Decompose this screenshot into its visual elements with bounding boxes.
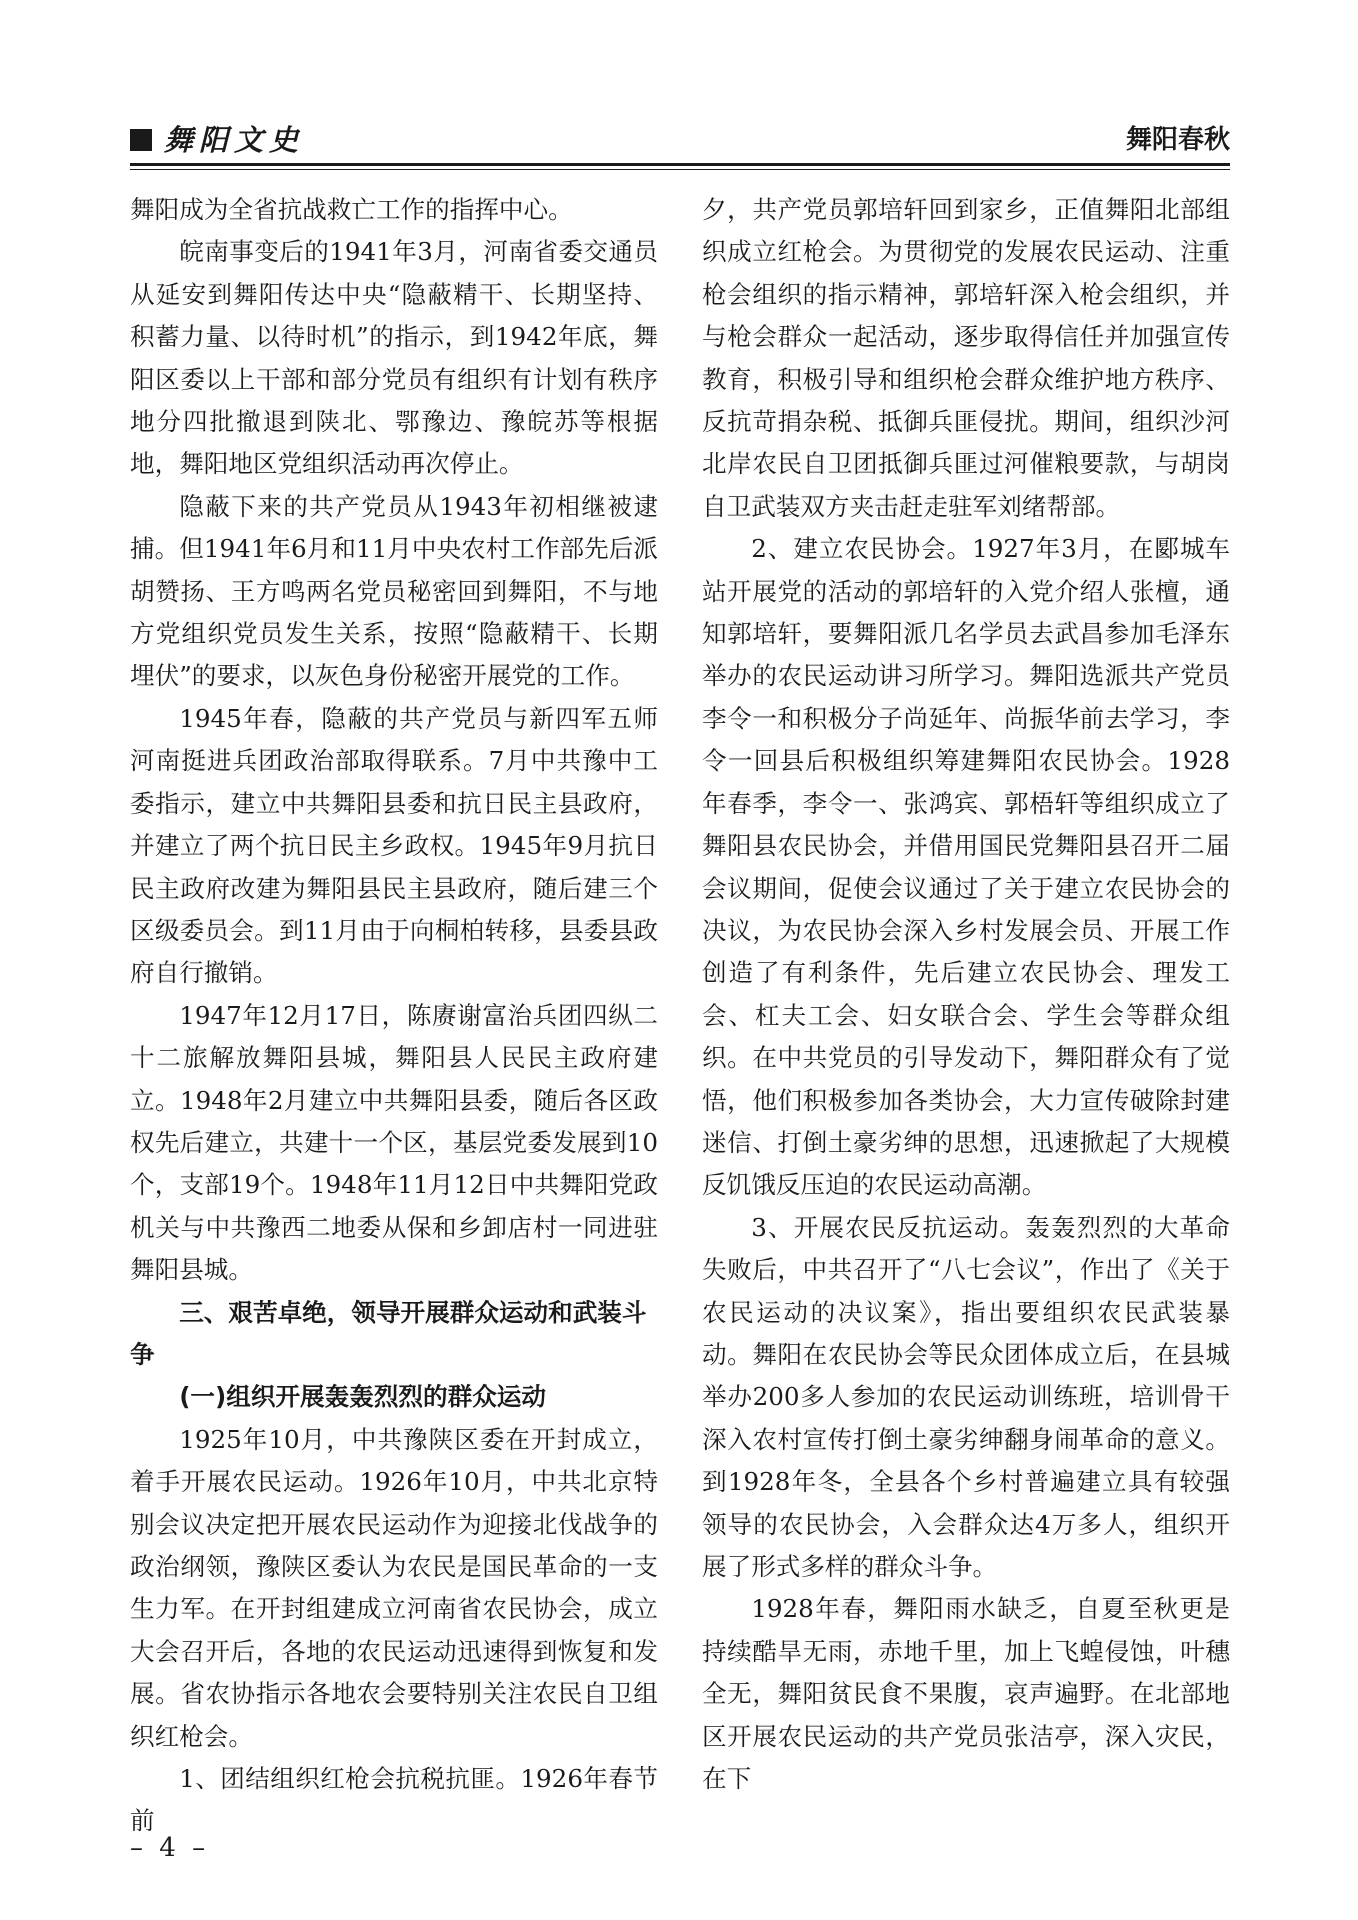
paragraph: 夕，共产党员郭培轩回到家乡，正值舞阳北部组织成立红枪会。为贯彻党的发展农民运动、注重枪会组织的指示精神，郭培轩深入枪会组织，并与枪会群众一起活动，逐步取得信任并加强宣传教育，积极引导和组织枪会群众维护地方秩序、反抗苛捐杂税、抵御兵匪侵扰。期间，组织沙河北岸农民自卫团抵御兵匪过河催粮要款，与胡岗自卫武装双方夹击赶走驻军刘绪帮部。 [702,195,1230,521]
running-header [130,124,1230,158]
section-heading: 三、艰苦卓绝，领导开展群众运动和武装斗争 [130,1297,647,1369]
page-number: – 4 – [130,1833,210,1863]
right-column [702,189,1230,1800]
left-column [130,189,658,1843]
paragraph: 皖南事变后的1941年3月，河南省委交通员从延安到舞阳传达中央“隐蔽精干、长期坚持、积蓄力量、以待时机”的指示，到1942年底，舞阳区委以上干部和部分党员有组织有计划有秩序地分四批撤退到陕北、鄂豫边、豫皖苏等根据地，舞阳地区党组织活动再次停止。 [130,237,658,479]
subsection-heading: (一)组织开展轰轰烈烈的群众运动 [179,1382,546,1412]
paragraph: 舞阳成为全省抗战救亡工作的指挥中心。 [130,195,573,224]
paragraph: 1925年10月，中共豫陕区委在开封成立，着手开展农民运动。1926年10月，中共北京特别会议决定把开展农民运动作为迎接北伐战争的政治纲领，豫陕区委认为农民是国民革命的一支生力军。在开封组建成立河南省农民协会，成立大会召开后，各地的农民运动迅速得到恢复和发展。省农协指示各地农会要特别关注农民自卫组织红枪会。 [130,1424,658,1751]
paragraph: 1947年12月17日，陈赓谢富治兵团四纵二十二旅解放舞阳县城，舞阳县人民民主政府建立。1948年2月建立中共舞阳县委，随后各区政权先后建立，共建十一个区，基层党委发展到10个，支部19个。1948年11月12日中共舞阳党政机关与中共豫西二地委从保和乡卸店村一同进驻舞阳县城。 [130,1000,658,1285]
header-square-mark [130,129,152,151]
paragraph: 1、团结组织红枪会抗税抗匪。1926年春节前 [130,1764,658,1836]
header-rule-thin [130,169,1230,170]
journal-title: 舞阳文史 [164,123,305,157]
header-rule-thick [130,163,1230,166]
section-title: 舞阳春秋 [1125,125,1230,155]
paragraph: 隐蔽下来的共产党员从1943年初相继被逮捕。但1941年6月和11月中央农村工作部先后派胡赞扬、王方鸣两名党员秘密回到舞阳，不与地方党组织党员发生关系，按照“隐蔽精干、长期埋伏”的要求，以灰色身份秘密开展党的工作。 [130,491,658,691]
paragraph: 1945年春，隐蔽的共产党员与新四军五师河南挺进兵团政治部取得联系。7月中共豫中工委指示，建立中共舞阳县委和抗日民主县政府，并建立了两个抗日民主乡政权。1945年9月抗日民主政府改建为舞阳县民主县政府，随后建三个区级委员会。到11月由于向桐柏转移，县委县政府自行撤销。 [130,703,658,988]
paragraph: 2、建立农民协会。1927年3月，在郾城车站开展党的活动的郭培轩的入党介绍人张檀，通知郭培轩，要舞阳派几名学员去武昌参加毛泽东举办的农民运动讲习所学习。舞阳选派共产党员李令一和积极分子尚延年、尚振华前去学习，李令一回县后积极组织筹建舞阳农民协会。1928年春季，李令一、张鸿宾、郭梧轩等组织成立了舞阳县农民协会，并借用国民党舞阳县召开二届会议期间，促使会议通过了关于建立农民协会的决议，为农民协会深入乡村发展会员、开展工作创造了有利条件，先后建立农民协会、理发工会、杠夫工会、妇女联合会、学生会等群众组织。在中共党员的引导发动下，舞阳群众有了觉悟，他们积极参加各类协会，大力宣传破除封建迷信、打倒土豪劣绅的思想，迅速掀起了大规模反饥饿反压迫的农民运动高潮。 [702,534,1230,1200]
paragraph: 3、开展农民反抗运动。轰轰烈烈的大革命失败后，中共召开了“八七会议”，作出了《关于农民运动的决议案》，指出要组织农民武装暴动。舞阳在农民协会等民众团体成立后，在县城举办200多人参加的农民运动训练班，培训骨干深入农村宣传打倒土豪劣绅翻身闹革命的意义。到1928年冬，全县各个乡村普遍建立具有较强领导的农民协会，入会群众达4万多人，组织开展了形式多样的群众斗争。 [702,1212,1230,1581]
paragraph: 1928年春，舞阳雨水缺乏，自夏至秋更是持续酷旱无雨，赤地千里，加上飞蝗侵蚀，叶穗全无，舞阳贫民食不果腹，哀声遍野。在北部地区开展农民运动的共产党员张洁亭，深入灾民，在下 [702,1594,1230,1794]
